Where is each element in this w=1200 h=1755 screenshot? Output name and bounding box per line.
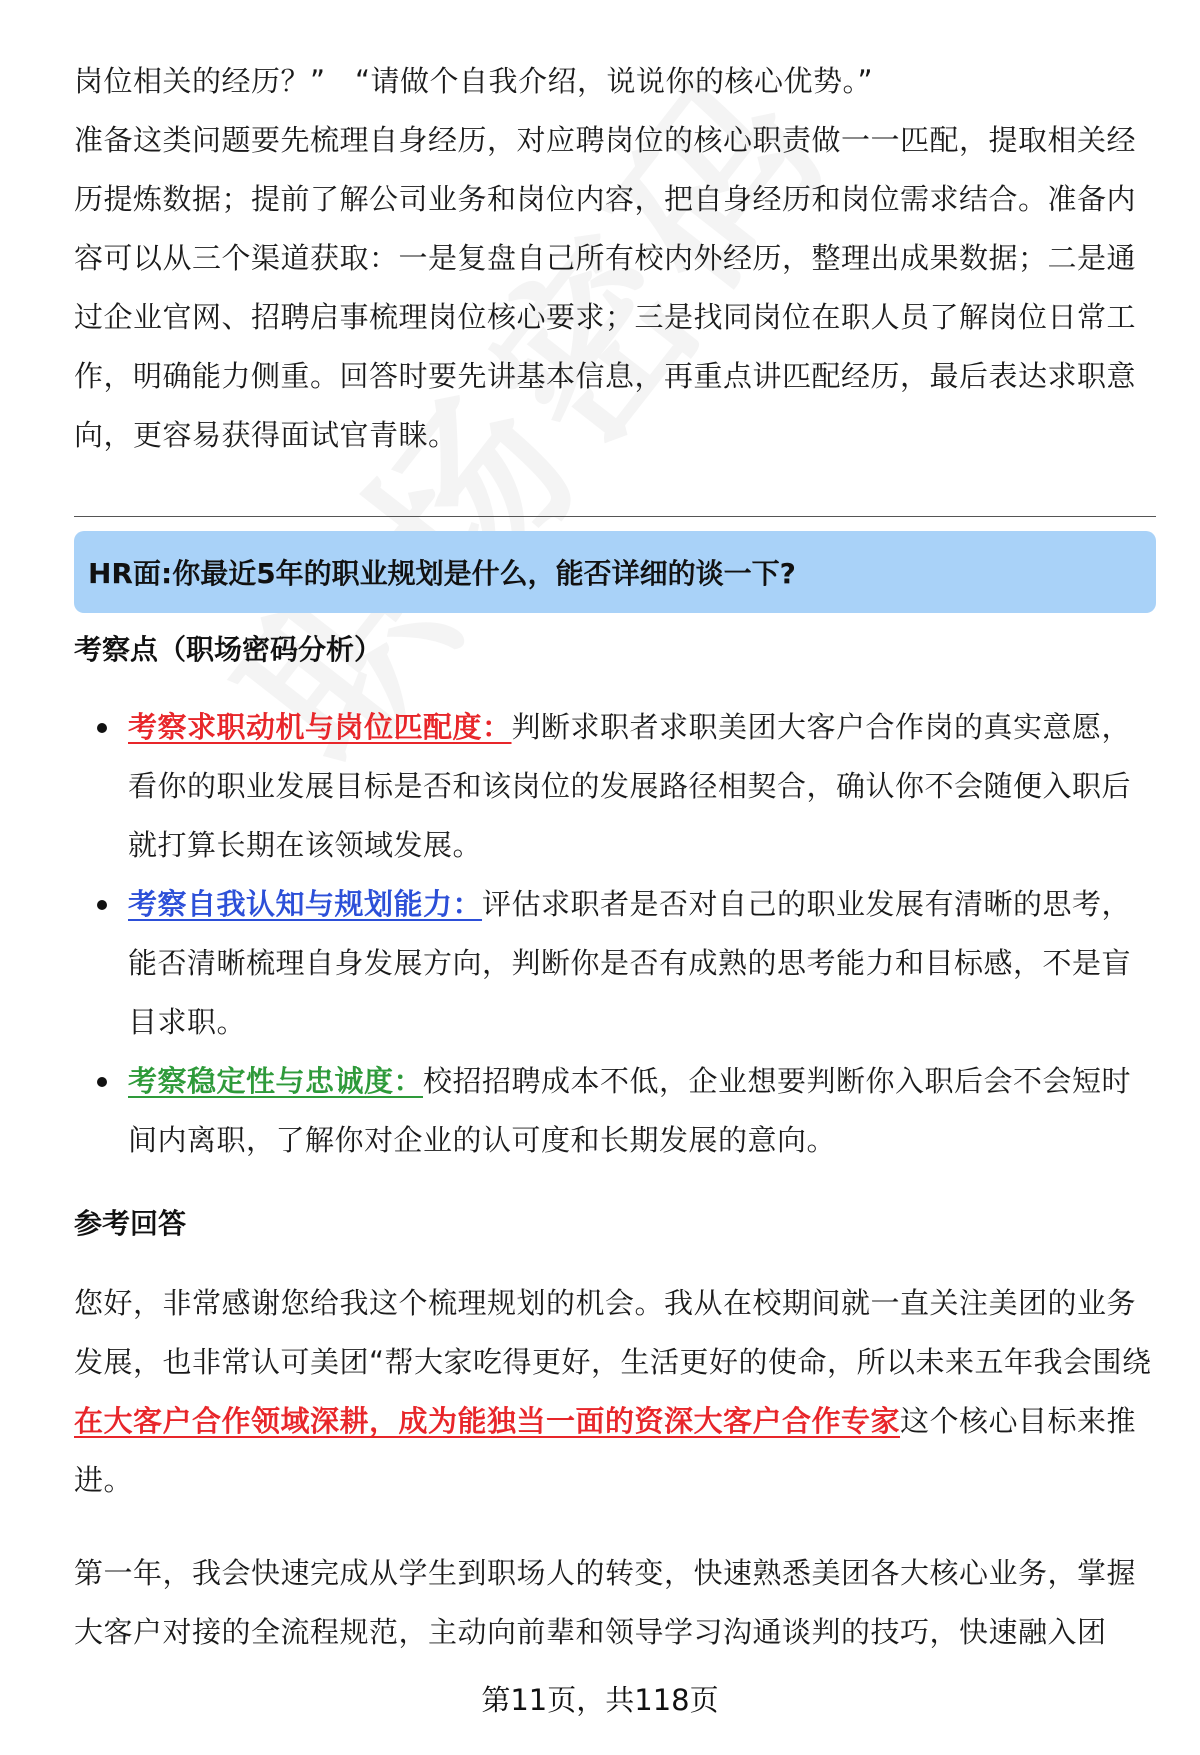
answer-heading: 参考回答	[74, 1207, 187, 1240]
bullet-text: 判断求职者求职美团大客户合作岗的真实意愿，看你的职业发展目标是否和该岗位的发展路径相契合，确认你不会随便入职后就打算长期在该领域发展。	[128, 710, 1132, 862]
intro-section	[74, 52, 1156, 465]
answer-text: 您好，非常感谢您给我这个梳理规划的机会。我从在校期间就一直关注美团的业务发展，也非常认可美团“帮大家吃得更好，生活更好的使命，所以未来五年我会围绕	[74, 1286, 1152, 1379]
bullet-keyword: 考察稳定性与忠诚度：	[128, 1064, 424, 1098]
bullet-dot	[97, 723, 107, 733]
kaocha-heading: 考察点（职场密码分析）	[74, 633, 383, 666]
list-item	[74, 1052, 1156, 1170]
answer-text: 这个核心目标来推进。	[74, 1404, 1137, 1497]
intro-paragraph: 准备这类问题要先梳理自身经历，对应聘岗位的核心职责做一一匹配，提取相关经历提炼数据；提前了解公司业务和岗位内容，把自身经历和岗位需求结合。准备内容可以从三个渠道获取：一是复盘自己所有校内外经历，整理出成果数据；二是通过企业官网、招聘启事梳理岗位核心要求；三是找同岗位在职人员了解岗位日常工作，明确能力侧重。回答时要先讲基本信息，再重点讲匹配经历，最后表达求职意向，更容易获得面试官青睐。	[74, 123, 1137, 452]
answer-paragraph-2: 第一年，我会快速完成从学生到职场人的转变，快速熟悉美团各大核心业务，掌握大客户对接的全流程规范，主动向前辈和领导学习沟通谈判的技巧，快速融入团	[74, 1556, 1137, 1649]
answer-paragraph-1	[74, 1274, 1156, 1510]
bullet-keyword: 考察自我认知与规划能力：	[128, 887, 483, 921]
intro-line: 岗位相关的经历？” “请做个自我介绍，说说你的核心优势。”	[74, 64, 874, 98]
bullet-text: 校招招聘成本不低，企业想要判断你入职后会不会短时间内离职，了解你对企业的认可度和长期发展的意向。	[128, 1064, 1132, 1157]
section-divider	[74, 516, 1156, 517]
bullet-text: 评估求职者是否对自己的职业发展有清晰的思考，能否清晰梳理自身发展方向，判断你是否有成熟的思考能力和目标感，不是盲目求职。	[128, 887, 1132, 1039]
bullet-dot	[97, 1077, 107, 1087]
list-item	[74, 875, 1156, 1052]
question-text: HR面:你最近5年的职业规划是什么，能否详细的谈一下?	[88, 557, 796, 590]
answer-highlight: 在大客户合作领域深耕，成为能独当一面的资深大客户合作专家	[74, 1404, 901, 1438]
bullet-keyword: 考察求职动机与岗位匹配度：	[128, 710, 512, 744]
question-banner	[74, 531, 1156, 613]
list-item	[74, 698, 1156, 875]
bullet-dot	[97, 900, 107, 910]
page-number: 第11页，共118页	[481, 1683, 719, 1717]
kaocha-list	[74, 698, 1156, 1170]
